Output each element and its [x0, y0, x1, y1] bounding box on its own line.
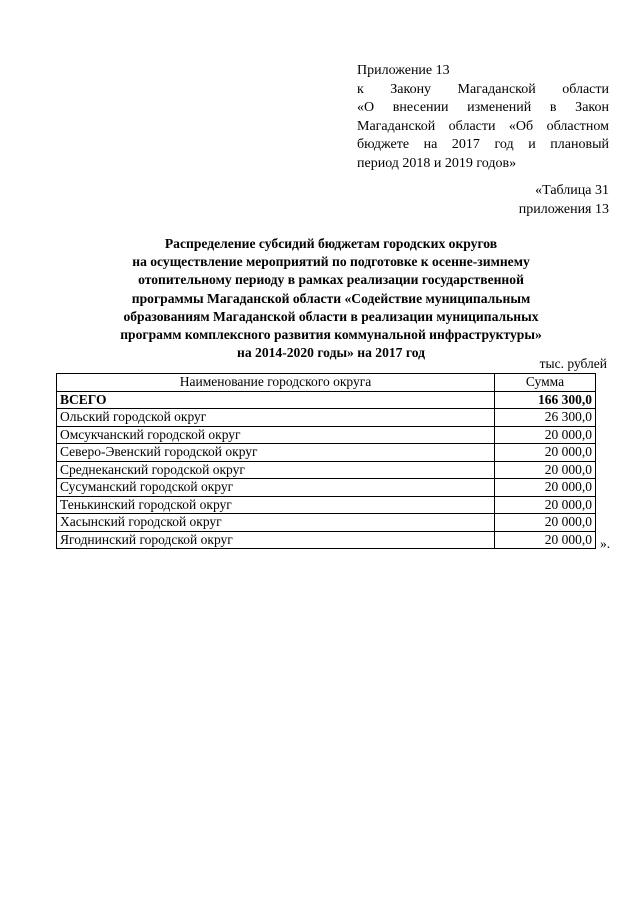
- appendix-line: бюджете на 2017 год и плановый: [357, 137, 609, 152]
- table-row: [57, 531, 596, 549]
- district-name: Среднеканский городской округ: [57, 461, 495, 479]
- units-label: тыс. рублей: [539, 356, 607, 371]
- table-reference-line: приложения 13: [518, 201, 609, 217]
- appendix-line: Приложение 13: [357, 63, 450, 78]
- title-line: программы Магаданской области «Содействие муниципальным: [131, 290, 531, 306]
- total-row: [57, 391, 596, 409]
- district-sum: 20 000,0: [495, 461, 596, 479]
- table-row: [57, 461, 596, 479]
- total-sum: 166 300,0: [495, 391, 596, 409]
- district-name: Ягоднинский городской округ: [57, 531, 495, 549]
- appendix-line: период 2018 и 2019 годов»: [357, 155, 517, 171]
- header-name: Наименование городского округа: [57, 374, 495, 392]
- table-reference: [519, 182, 609, 219]
- district-sum: 20 000,0: [495, 444, 596, 462]
- district-name: Северо-Эвенский городской округ: [57, 444, 495, 462]
- district-sum: 20 000,0: [495, 479, 596, 497]
- closing-quote-mark: ».: [600, 536, 611, 551]
- district-sum: 20 000,0: [495, 496, 596, 514]
- appendix-header: [357, 62, 609, 173]
- table-row: [57, 496, 596, 514]
- total-label: ВСЕГО: [57, 391, 495, 409]
- document-title: [80, 235, 582, 362]
- title-line: Распределение субсидий бюджетам городских округов: [164, 236, 498, 251]
- subsidy-table: [56, 373, 596, 549]
- district-name: Тенькинский городской округ: [57, 496, 495, 514]
- header-sum: Сумма: [495, 374, 596, 392]
- title-line: отопительному периоду в рамках реализации государственной: [138, 272, 524, 288]
- district-name: Ольский городской округ: [57, 409, 495, 427]
- table-reference-line: «Таблица 31: [535, 183, 609, 198]
- table-row: [57, 426, 596, 444]
- table-row: [57, 444, 596, 462]
- title-line: программ комплексного развития коммунальной инфраструктуры»: [120, 327, 542, 343]
- district-name: Омсукчанский городской округ: [57, 426, 495, 444]
- table-header-row: [57, 374, 596, 392]
- district-name: Хасынский городской округ: [57, 514, 495, 532]
- title-line: на осуществление мероприятий по подготовке к осенне-зимнему: [132, 254, 530, 270]
- title-line: на 2014-2020 годы» на 2017 год: [237, 345, 425, 361]
- title-line: образованиям Магаданской области в реализации муниципальных: [123, 308, 539, 324]
- district-sum: 20 000,0: [495, 531, 596, 549]
- appendix-line: «О внесении изменений в Закон: [357, 100, 609, 115]
- district-sum: 20 000,0: [495, 426, 596, 444]
- table-row: [57, 479, 596, 497]
- table-row: [57, 514, 596, 532]
- district-sum: 26 300,0: [495, 409, 596, 427]
- appendix-line: к Закону Магаданской области: [357, 81, 609, 97]
- district-name: Сусуманский городской округ: [57, 479, 495, 497]
- table-row: [57, 409, 596, 427]
- district-sum: 20 000,0: [495, 514, 596, 532]
- appendix-line: Магаданской области «Об областном: [357, 118, 609, 134]
